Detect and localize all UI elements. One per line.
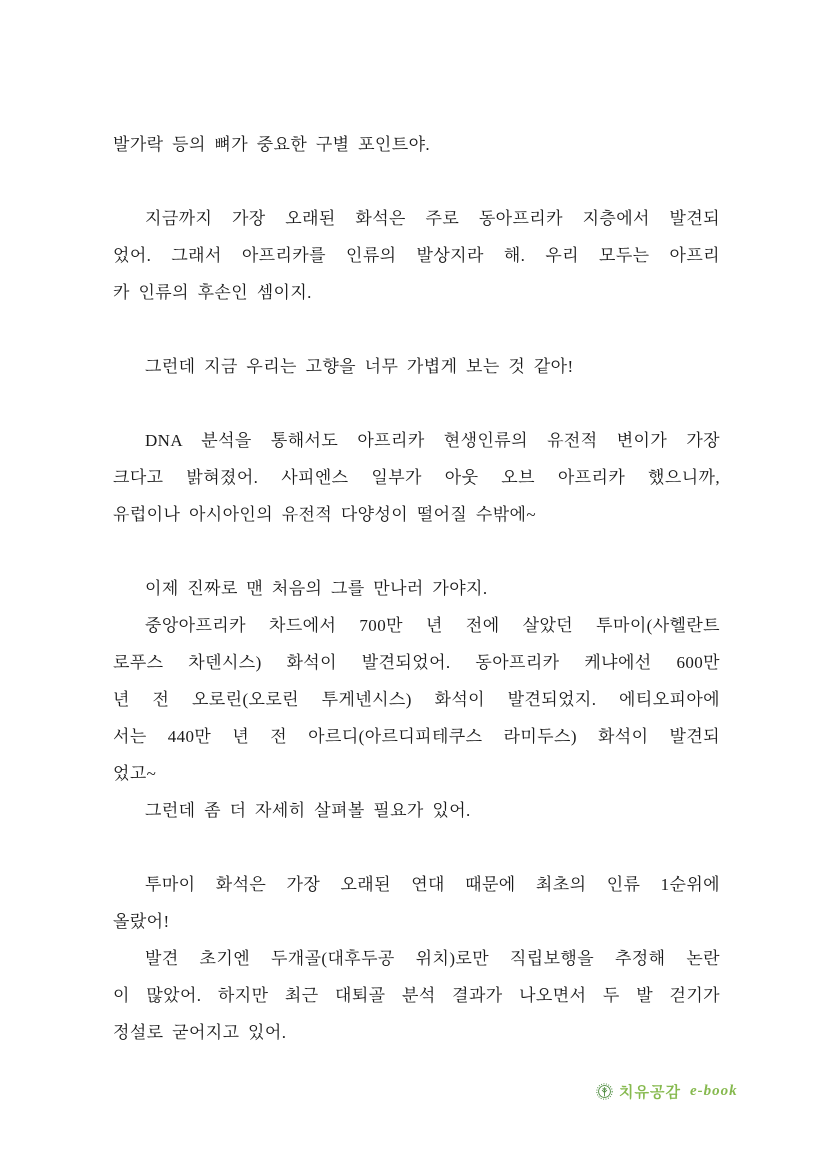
body-paragraph — [113, 200, 720, 311]
text-line: 발견 초기엔 두개골(대후두공 위치)로만 직립보행을 추정해 논란 — [145, 949, 720, 968]
text-line: 었고~ — [113, 764, 157, 783]
body-paragraph — [113, 792, 720, 829]
text-line: 투마이 화석은 가장 오래된 연대 때문에 최초의 인류 1순위에 — [145, 875, 720, 894]
text-line: 올랐어! — [113, 912, 170, 931]
body-paragraph — [113, 422, 720, 533]
text-line: 지금까지 가장 오래된 화석은 주로 동아프리카 지층에서 발견되 — [145, 209, 720, 228]
text-line: 이 많았어. 하지만 최근 대퇴골 분석 결과가 나오면서 두 발 걷기가 — [113, 986, 720, 1005]
body-paragraph — [113, 940, 720, 1051]
text-line: 서는 440만 년 전 아르디(아르디피테쿠스 라미두스) 화석이 발견되 — [113, 727, 720, 746]
text-line: 이제 진짜로 맨 처음의 그를 만나러 가야지. — [145, 579, 488, 598]
body-paragraph — [113, 570, 720, 607]
tree-stamp-icon — [596, 1083, 613, 1100]
text-line: 카 인류의 후손인 셈이지. — [113, 283, 312, 302]
text-line: 크다고 밝혀졌어. 사피엔스 일부가 아웃 오브 아프리카 했으니까, — [113, 468, 720, 487]
text-line: 그런데 지금 우리는 고향을 너무 가볍게 보는 것 같아! — [145, 357, 574, 376]
text-line: 중앙아프리카 차드에서 700만 년 전에 살았던 투마이(사헬란트 — [145, 616, 720, 635]
publisher-name: 치유공감 — [619, 1085, 681, 1101]
text-line: 로푸스 차덴시스) 화석이 발견되었어. 동아프리카 케냐에선 600만 — [113, 653, 720, 672]
text-line: 년 전 오로린(오로린 투게넨시스) 화석이 발견되었지. 에티오피아에 — [113, 690, 720, 709]
publisher-logo — [596, 1081, 738, 1102]
text-line: 그런데 좀 더 자세히 살펴볼 필요가 있어. — [145, 801, 471, 820]
body-paragraph — [113, 348, 720, 385]
body-paragraph — [113, 126, 720, 163]
body-paragraph — [113, 607, 720, 792]
ebook-label: e-book — [689, 1083, 738, 1099]
text-line: 정설로 굳어지고 있어. — [113, 1023, 287, 1042]
body-paragraph — [113, 866, 720, 940]
text-line: 발가락 등의 뼈가 중요한 구별 포인트야. — [113, 135, 431, 154]
text-line: DNA 분석을 통해서도 아프리카 현생인류의 유전적 변이가 가장 — [145, 431, 720, 450]
text-line: 유럽이나 아시아인의 유전적 다양성이 떨어질 수밖에~ — [113, 505, 536, 524]
body-text — [113, 126, 720, 1051]
text-line: 었어. 그래서 아프리카를 인류의 발상지라 해. 우리 모두는 아프리 — [113, 246, 720, 265]
